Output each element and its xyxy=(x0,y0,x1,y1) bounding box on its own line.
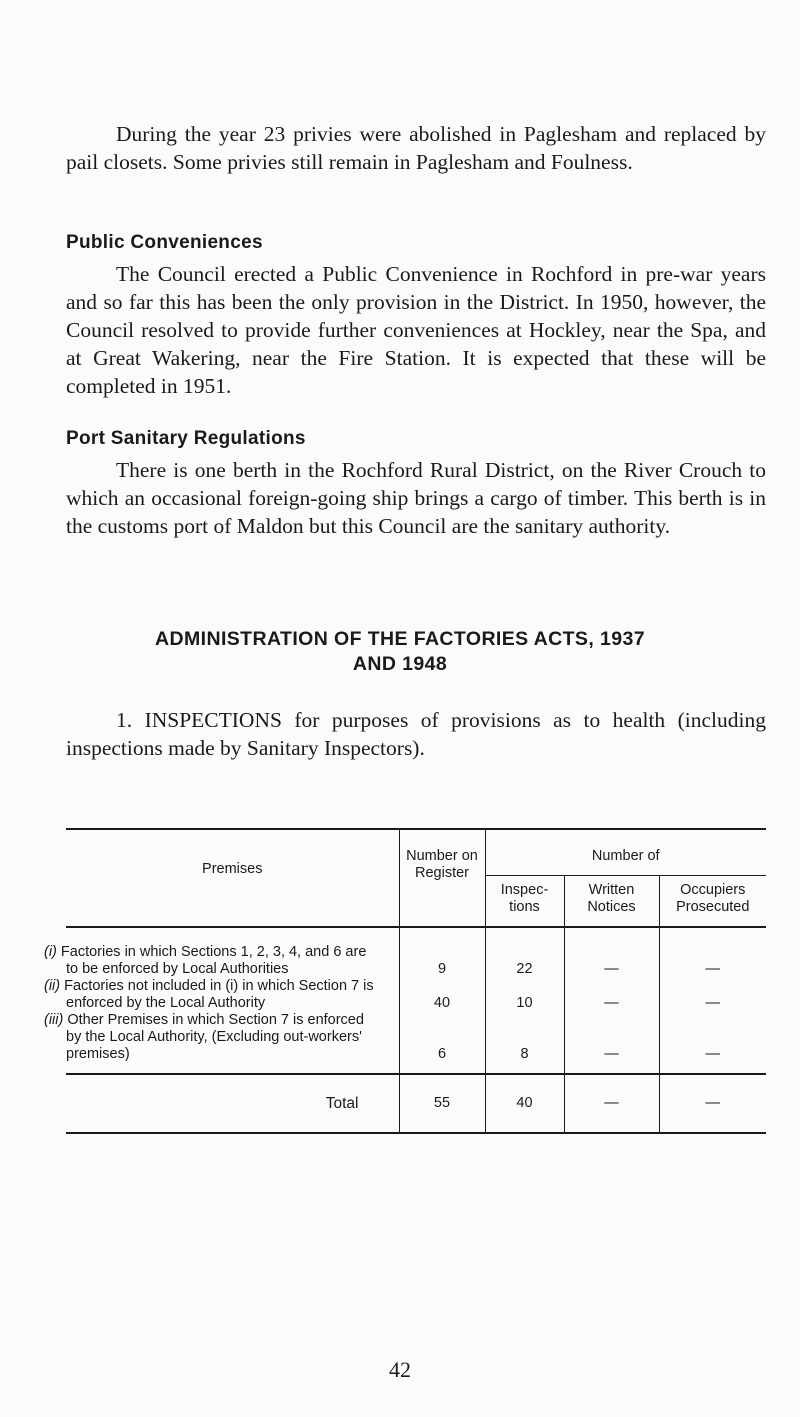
privies-paragraph: During the year 23 privies were abolished in Paglesham and replaced by pail closets. Some privies still remain in Paglesham and Foulness. xyxy=(66,122,766,174)
premises-cell xyxy=(44,1012,399,1074)
table-header-row xyxy=(66,829,766,876)
factories-acts-heading-line2: AND 1948 xyxy=(352,653,448,675)
occupiers-prosecuted-header: Occupiers Prosecuted xyxy=(659,876,766,928)
register-cell: 6 xyxy=(399,1012,485,1074)
premises-cell xyxy=(44,927,399,978)
prosecuted-cell: — xyxy=(659,927,766,978)
factories-inspections-table xyxy=(44,828,766,1134)
prosecuted-cell: — xyxy=(659,1012,766,1074)
port-sanitary-heading: Port Sanitary Regulations xyxy=(66,428,306,449)
table-row xyxy=(66,978,766,1012)
number-on-register-header: Number on Register xyxy=(399,829,485,927)
notices-cell: — xyxy=(564,927,659,978)
public-conveniences-heading: Public Conveniences xyxy=(66,232,263,253)
row-marker: (i) xyxy=(44,944,57,960)
factories-acts-heading-line1: ADMINISTRATION OF THE FACTORIES ACTS, 1937 xyxy=(155,628,645,650)
total-notices: — xyxy=(564,1074,659,1133)
number-of-header: Number of xyxy=(485,829,766,876)
inspections-paragraph: 1. INSPECTIONS for purposes of provisions as to health (including inspections made by Sanitary Inspectors). xyxy=(66,708,766,760)
register-cell: 9 xyxy=(399,927,485,978)
inspections-cell: 22 xyxy=(485,927,564,978)
inspections-header: Inspec- tions xyxy=(485,876,564,928)
register-cell: 40 xyxy=(399,978,485,1012)
total-register: 55 xyxy=(399,1074,485,1133)
table-row xyxy=(66,1012,766,1074)
premises-text: Factories in which Sections 1, 2, 3, 4, and 6 are to be enforced by Local Authorities xyxy=(56,944,367,977)
page-number: 42 xyxy=(389,1357,411,1382)
inspections-cell: 10 xyxy=(485,978,564,1012)
row-marker: (ii) xyxy=(44,978,61,994)
total-label: Total xyxy=(66,1074,399,1133)
premises-text: Factories not included in (i) in which Section 7 is enforced by the Local Authority xyxy=(60,978,374,1011)
factories-acts-heading xyxy=(0,627,800,677)
table-row xyxy=(66,927,766,978)
total-inspections: 40 xyxy=(485,1074,564,1133)
inspections-cell: 8 xyxy=(485,1012,564,1074)
written-notices-header: Written Notices xyxy=(564,876,659,928)
premises-header: Premises xyxy=(66,829,399,927)
notices-cell: — xyxy=(564,978,659,1012)
public-conveniences-paragraph: The Council erected a Public Convenience in Rochford in pre-war years and so far this has been the only provision in the District. In 1950, however, the Council resolved to provide further conveniences at Hockley, near the Spa, and at Great Wakering, near the Fire Station. It is expected that these will be completed in 1951. xyxy=(66,262,766,398)
premises-cell xyxy=(44,978,399,1012)
total-row xyxy=(66,1074,766,1133)
premises-text: Other Premises in which Section 7 is enforced by the Local Authority, (Excluding out-workers' premises) xyxy=(63,1012,364,1062)
prosecuted-cell: — xyxy=(659,978,766,1012)
row-marker: (iii) xyxy=(44,1012,64,1028)
total-prosecuted: — xyxy=(659,1074,766,1133)
notices-cell: — xyxy=(564,1012,659,1074)
port-sanitary-paragraph: There is one berth in the Rochford Rural District, on the River Crouch to which an occasional foreign-going ship brings a cargo of timber. This berth is in the customs port of Maldon but this Council are the sanitary authority. xyxy=(66,458,766,538)
